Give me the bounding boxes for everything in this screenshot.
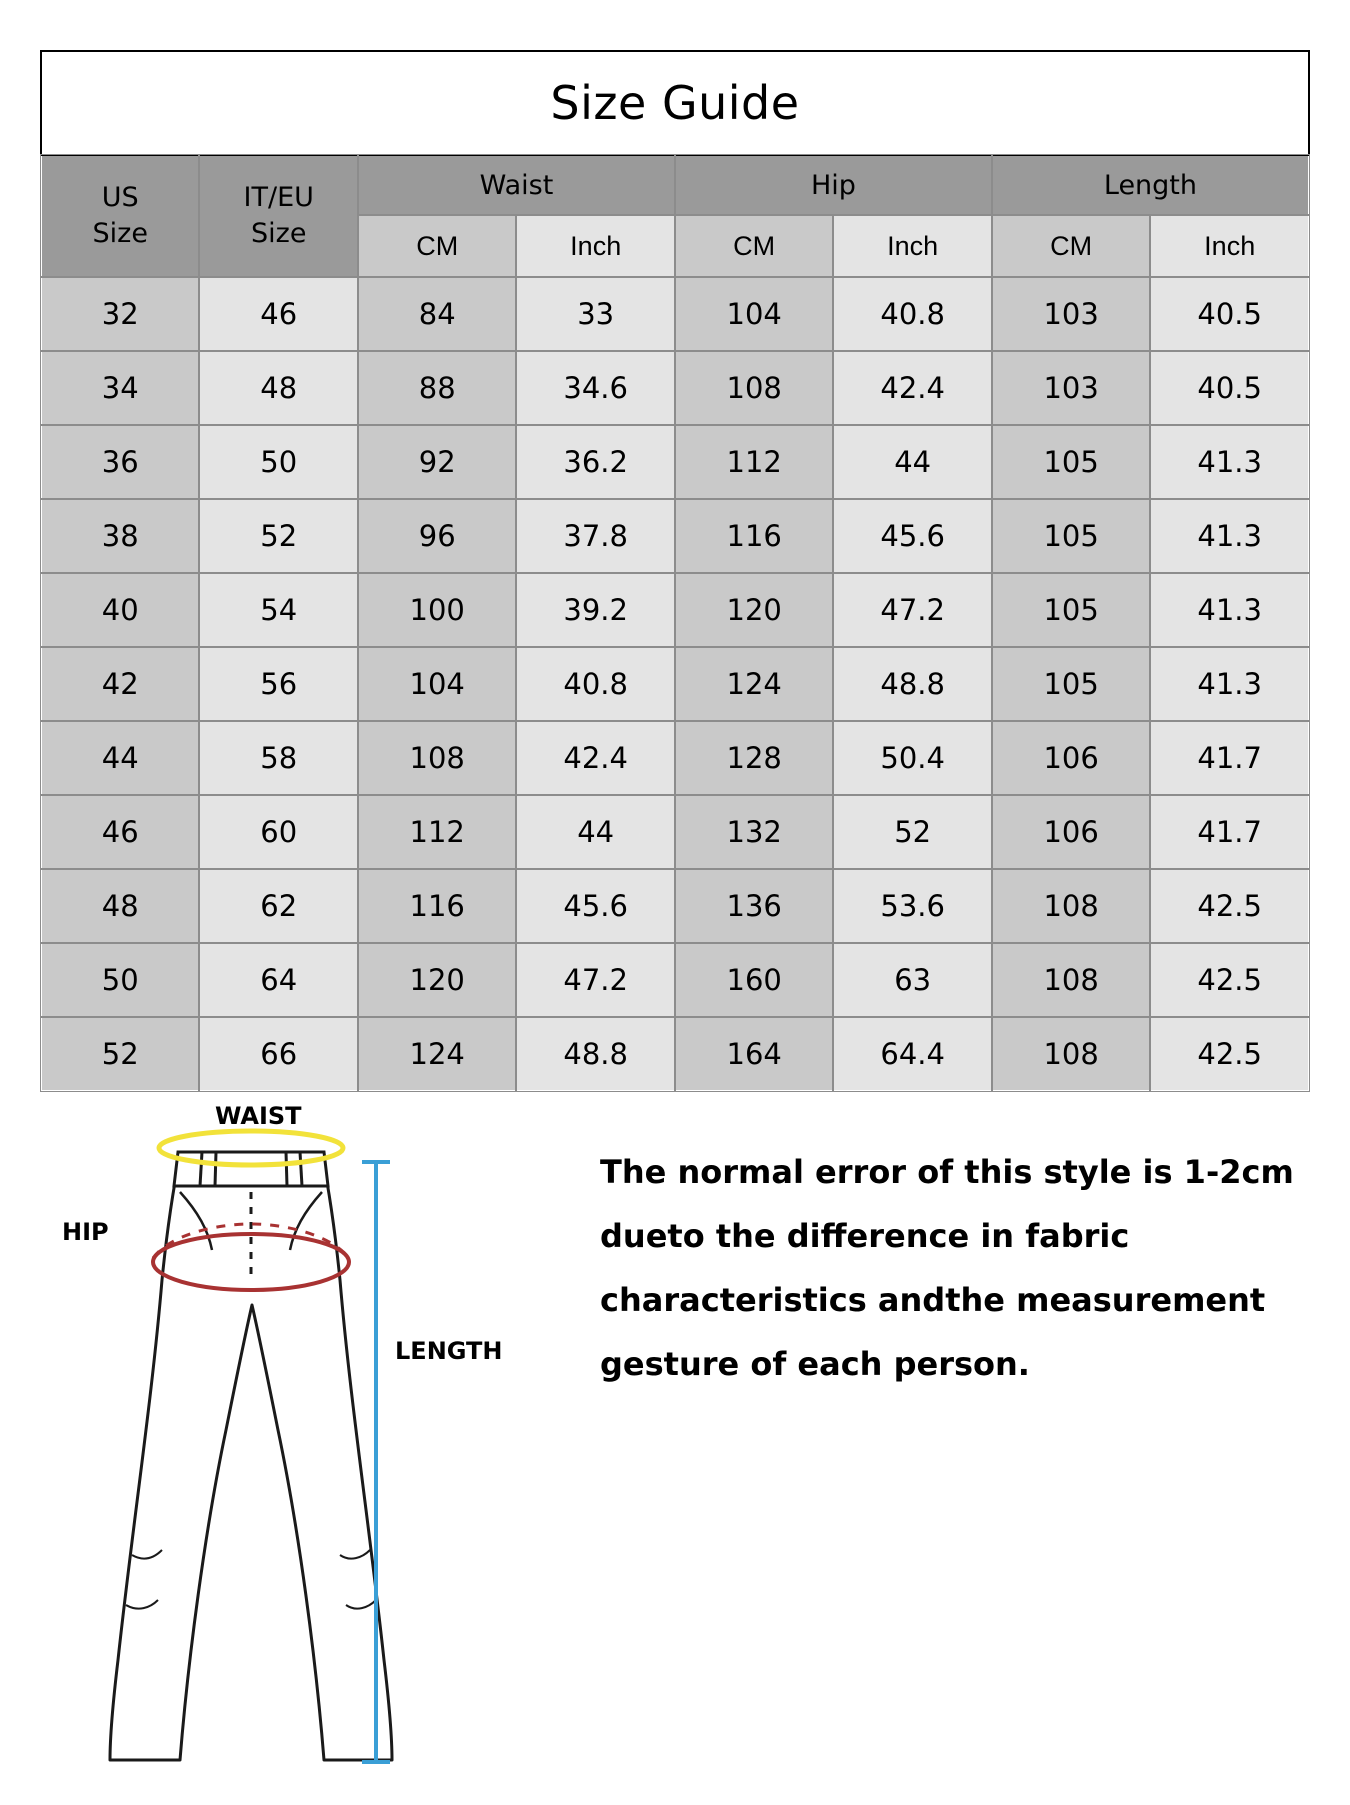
- table-row: [41, 573, 1309, 647]
- table-row: [41, 425, 1309, 499]
- cell-len-cm: 105: [992, 425, 1150, 499]
- cell-waist-in: 34.6: [516, 351, 674, 425]
- cell-len-in: 40.5: [1150, 351, 1309, 425]
- table-row: [41, 943, 1309, 1017]
- header-length-inch: Inch: [1150, 215, 1309, 277]
- table-row: [41, 351, 1309, 425]
- cell-hip-cm: 164: [675, 1017, 833, 1091]
- cell-eu: 64: [199, 943, 357, 1017]
- header-length: Length: [992, 155, 1309, 215]
- cell-waist-cm: 104: [358, 647, 516, 721]
- cell-eu: 62: [199, 869, 357, 943]
- cell-waist-cm: 100: [358, 573, 516, 647]
- cell-eu: 56: [199, 647, 357, 721]
- cell-len-in: 40.5: [1150, 277, 1309, 351]
- cell-hip-cm: 132: [675, 795, 833, 869]
- cell-us: 52: [41, 1017, 199, 1091]
- cell-waist-cm: 116: [358, 869, 516, 943]
- cell-us: 40: [41, 573, 199, 647]
- cell-waist-in: 33: [516, 277, 674, 351]
- cell-len-cm: 105: [992, 647, 1150, 721]
- cell-hip-in: 50.4: [833, 721, 991, 795]
- cell-waist-cm: 120: [358, 943, 516, 1017]
- cell-len-cm: 103: [992, 351, 1150, 425]
- cell-waist-in: 45.6: [516, 869, 674, 943]
- cell-hip-cm: 120: [675, 573, 833, 647]
- cell-us: 36: [41, 425, 199, 499]
- cell-hip-cm: 160: [675, 943, 833, 1017]
- cell-len-cm: 108: [992, 943, 1150, 1017]
- cell-waist-in: 36.2: [516, 425, 674, 499]
- cell-len-cm: 106: [992, 795, 1150, 869]
- table-row: [41, 277, 1309, 351]
- cell-hip-cm: 116: [675, 499, 833, 573]
- cell-hip-cm: 112: [675, 425, 833, 499]
- cell-eu: 46: [199, 277, 357, 351]
- header-waist-cm: CM: [358, 215, 516, 277]
- cell-hip-in: 40.8: [833, 277, 991, 351]
- cell-len-cm: 105: [992, 573, 1150, 647]
- cell-waist-in: 37.8: [516, 499, 674, 573]
- header-eu-size-line2: Size: [251, 218, 307, 249]
- cell-eu: 54: [199, 573, 357, 647]
- table-row: [41, 1017, 1309, 1091]
- cell-us: 38: [41, 499, 199, 573]
- cell-waist-in: 39.2: [516, 573, 674, 647]
- cell-hip-in: 64.4: [833, 1017, 991, 1091]
- size-guide-table-container: [40, 50, 1310, 1092]
- cell-len-in: 41.3: [1150, 647, 1309, 721]
- cell-hip-in: 45.6: [833, 499, 991, 573]
- cell-hip-cm: 128: [675, 721, 833, 795]
- cell-hip-in: 48.8: [833, 647, 991, 721]
- cell-waist-cm: 112: [358, 795, 516, 869]
- table-row: [41, 869, 1309, 943]
- cell-waist-cm: 124: [358, 1017, 516, 1091]
- cell-waist-in: 42.4: [516, 721, 674, 795]
- header-us-size: [41, 155, 199, 277]
- header-us-size-line2: Size: [92, 218, 148, 249]
- cell-us: 32: [41, 277, 199, 351]
- measurement-note: The normal error of this style is 1-2cm dueto the difference in fabric characteristics andthe measurement gesture of each person.: [600, 1153, 1294, 1383]
- cell-hip-in: 52: [833, 795, 991, 869]
- cell-waist-cm: 108: [358, 721, 516, 795]
- cell-eu: 50: [199, 425, 357, 499]
- table-row: [41, 499, 1309, 573]
- trousers-measurement-diagram: [40, 1100, 560, 1800]
- size-guide-table: [40, 50, 1310, 1092]
- cell-len-in: 41.3: [1150, 425, 1309, 499]
- cell-len-in: 41.7: [1150, 795, 1309, 869]
- cell-eu: 60: [199, 795, 357, 869]
- header-waist: Waist: [358, 155, 675, 215]
- cell-hip-cm: 136: [675, 869, 833, 943]
- header-us-size-line1: US: [101, 181, 139, 213]
- table-header-row-groups: [41, 155, 1309, 215]
- cell-waist-in: 48.8: [516, 1017, 674, 1091]
- cell-us: 34: [41, 351, 199, 425]
- cell-hip-in: 47.2: [833, 573, 991, 647]
- cell-waist-in: 47.2: [516, 943, 674, 1017]
- table-row: [41, 647, 1309, 721]
- measurement-section: [0, 1100, 1350, 1800]
- header-eu-size-line1: IT/EU: [243, 181, 314, 213]
- cell-hip-in: 42.4: [833, 351, 991, 425]
- cell-hip-in: 53.6: [833, 869, 991, 943]
- page-title: Size Guide: [41, 51, 1309, 155]
- table-row: [41, 721, 1309, 795]
- cell-waist-cm: 92: [358, 425, 516, 499]
- cell-len-in: 41.7: [1150, 721, 1309, 795]
- cell-waist-cm: 96: [358, 499, 516, 573]
- cell-eu: 48: [199, 351, 357, 425]
- cell-us: 50: [41, 943, 199, 1017]
- cell-len-in: 42.5: [1150, 943, 1309, 1017]
- cell-us: 44: [41, 721, 199, 795]
- table-row: [41, 795, 1309, 869]
- header-length-cm: CM: [992, 215, 1150, 277]
- cell-len-in: 41.3: [1150, 499, 1309, 573]
- cell-len-in: 42.5: [1150, 1017, 1309, 1091]
- waist-label: WAIST: [215, 1102, 302, 1130]
- cell-waist-in: 44: [516, 795, 674, 869]
- cell-hip-in: 63: [833, 943, 991, 1017]
- table-title-row: [41, 51, 1309, 155]
- cell-hip-cm: 104: [675, 277, 833, 351]
- cell-len-cm: 108: [992, 869, 1150, 943]
- header-eu-size: [199, 155, 357, 277]
- cell-len-in: 41.3: [1150, 573, 1309, 647]
- cell-len-cm: 108: [992, 1017, 1150, 1091]
- cell-eu: 66: [199, 1017, 357, 1091]
- cell-waist-cm: 88: [358, 351, 516, 425]
- hip-label: HIP: [62, 1218, 109, 1246]
- cell-hip-cm: 108: [675, 351, 833, 425]
- cell-eu: 52: [199, 499, 357, 573]
- trousers-illustration: [40, 1100, 560, 1800]
- cell-eu: 58: [199, 721, 357, 795]
- cell-len-cm: 105: [992, 499, 1150, 573]
- header-waist-inch: Inch: [516, 215, 674, 277]
- cell-len-in: 42.5: [1150, 869, 1309, 943]
- cell-len-cm: 106: [992, 721, 1150, 795]
- cell-len-cm: 103: [992, 277, 1150, 351]
- header-hip-inch: Inch: [833, 215, 991, 277]
- cell-us: 46: [41, 795, 199, 869]
- cell-hip-in: 44: [833, 425, 991, 499]
- header-hip: Hip: [675, 155, 992, 215]
- cell-us: 48: [41, 869, 199, 943]
- length-label: LENGTH: [395, 1337, 503, 1365]
- header-hip-cm: CM: [675, 215, 833, 277]
- cell-us: 42: [41, 647, 199, 721]
- cell-hip-cm: 124: [675, 647, 833, 721]
- cell-waist-in: 40.8: [516, 647, 674, 721]
- cell-waist-cm: 84: [358, 277, 516, 351]
